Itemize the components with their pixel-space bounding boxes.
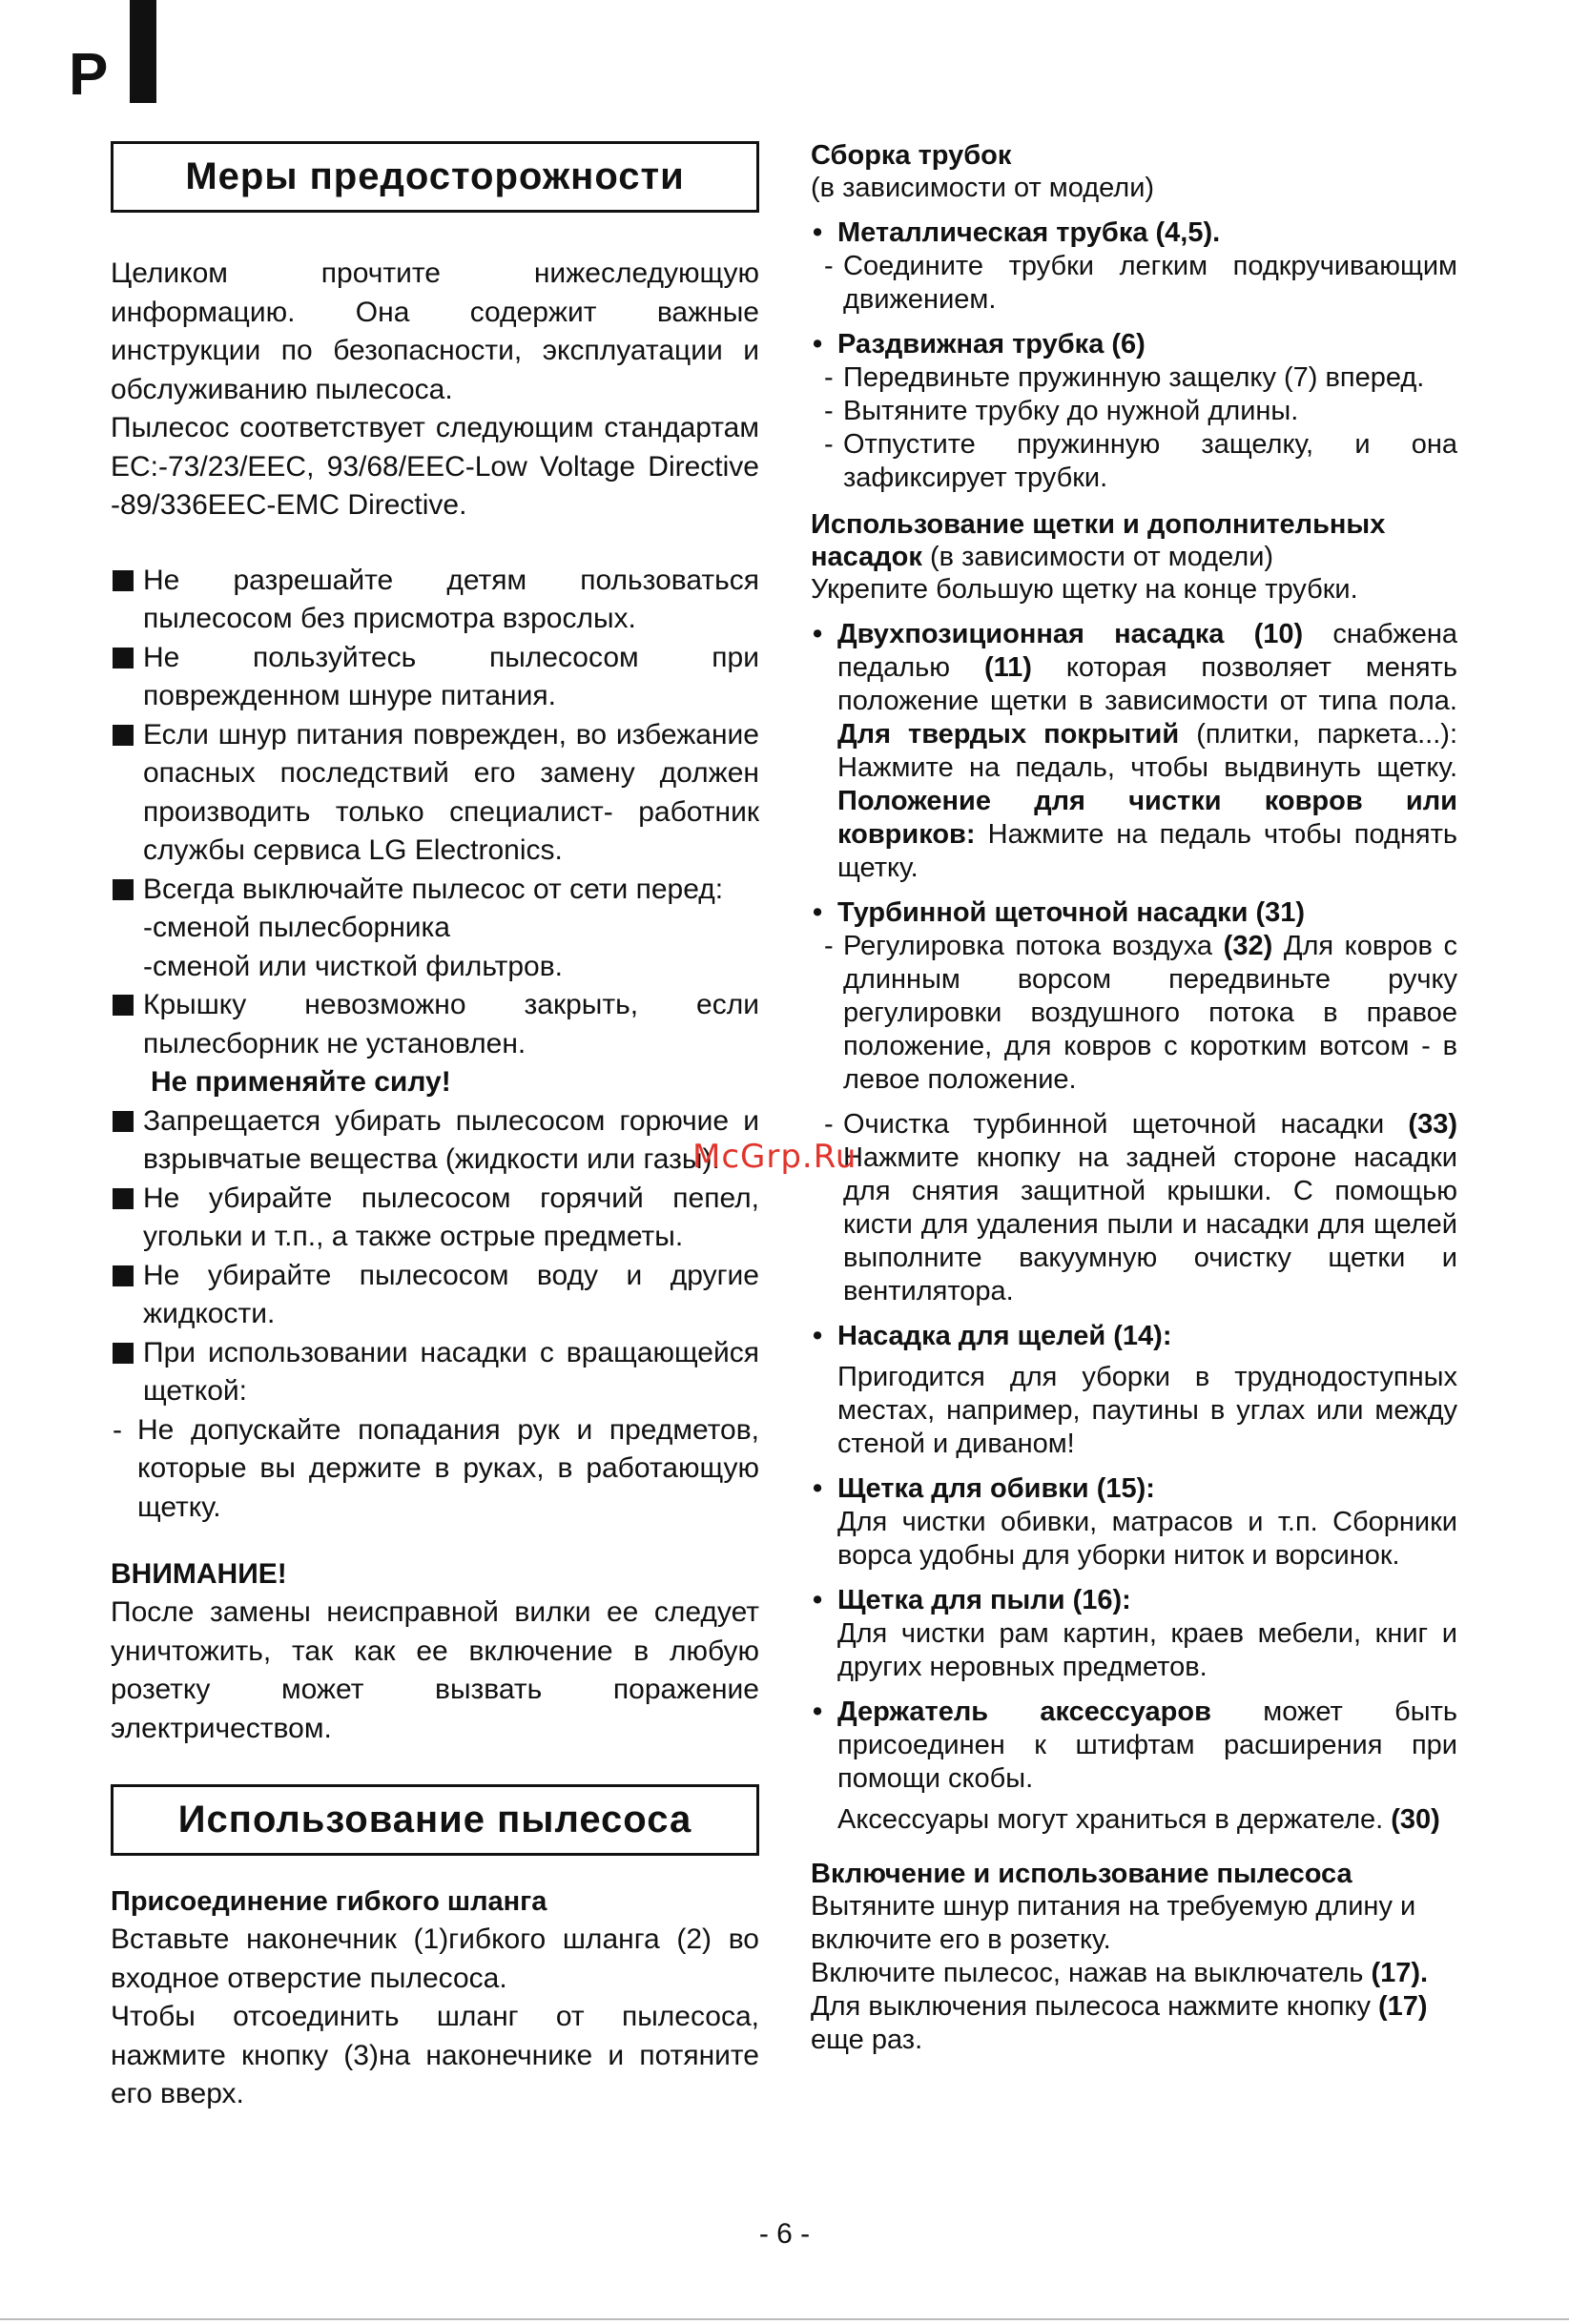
square-bullet-icon [113, 648, 134, 668]
hose-title: Присоединение гибкого шланга [111, 1886, 547, 1917]
metal-tube-item: • Металлическая трубка (4,5). [813, 217, 1221, 248]
telescopic-tube-item: • Раздвижная трубка (6) [813, 329, 1146, 360]
list-subline: -сменой пылесборника [143, 912, 450, 943]
list-subline: -сменой или чисткой фильтров. [143, 950, 563, 982]
crevice-item: • Насадка для щелей (14): [813, 1321, 1172, 1351]
upholstery-item: • Щетка для обивки (15): [813, 1473, 1155, 1504]
brush-hand-warning: - Не допускайте попадания рук и предметов, которые вы держите в руках, в работающую щетку. [113, 1413, 759, 1523]
list-item: Не убирайте пылесосом воду и другие жидкости. [111, 1257, 759, 1334]
list-item: При использовании насадки с вращающейся щеткой: [111, 1334, 759, 1411]
warnings-list [111, 562, 759, 1411]
twopos-item: • Двухпозиционная насадка (10) снабжена педалью (11) которая позволяет менять положение щетки в зависимости от типа пола. Для твердых покрытий (плитки, паркета...): Нажмите на педаль, чтобы выдвинуть щетку. Положение для чистки ковров или ковриков: Нажмите на педаль чтобы поднять щетку. [813, 619, 1458, 883]
list-item: Запрещается убирать пылесосом горючие и взрывчатые вещества (жидкости или газы). [111, 1102, 759, 1180]
tubes-title: Сборка трубок [811, 140, 1012, 171]
standards-paragraph: Пылесос соответствует следующим стандартам EC:-73/23/EEC, 93/68/EEC-Low Voltage Directive -89/336EEC-EMC Directive. [111, 412, 759, 521]
right-column [811, 139, 1457, 2057]
section-title-precautions: Меры предосторожности [111, 141, 759, 213]
metal-tube-text: - Соедините трубки легким подкручивающим движением. [824, 251, 1457, 315]
header-bar [130, 0, 156, 103]
upholstery-text: Для чистки обивки, матрасов и т.п. Сборники ворса удобны для уборки ниток и ворсинок. [837, 1507, 1457, 1571]
intro-paragraph: Целиком прочтите нижеследующую информацию. Она содержит важные инструкции по безопасности, эксплуатации и обслуживанию пылесоса. [111, 257, 759, 405]
caution-title: ВНИМАНИЕ! [111, 1558, 287, 1590]
hose-detach-text: Чтобы отсоединить шланг от пылесоса, нажмите кнопку (3)на наконечнике и потяните его вверх. [111, 2001, 759, 2109]
holder-storage-text: Аксессуары могут храниться в держателе. (30) [837, 1804, 1440, 1835]
telescopic-step: - Вытяните трубку до нужной длины. [824, 396, 1299, 426]
brush-title: Использование щетки и дополнительных насадок (в зависимости от модели) [811, 509, 1386, 572]
page-number: - 6 - [758, 2218, 811, 2250]
telescopic-step: - Отпустите пружинную защелку, и она зафиксирует трубки. [824, 429, 1457, 493]
square-bullet-icon [113, 725, 134, 746]
hose-text: Вставьте наконечник (1)гибкого шланга (2) во входное отверстие пылесоса. [111, 1923, 759, 1994]
list-item: Не пользуйтесь пылесосом при поврежденном шнуре питания. [111, 639, 759, 716]
square-bullet-icon [113, 1111, 134, 1132]
square-bullet-icon [113, 1343, 134, 1364]
list-item: Не разрешайте детям пользоваться пылесосом без присмотра взрослых. [111, 562, 759, 639]
section-title-usage: Использование пылесоса [111, 1784, 759, 1856]
left-column [111, 139, 759, 2114]
square-bullet-icon [113, 1188, 134, 1209]
no-force-warning: Не применяйте силу! [151, 1066, 451, 1098]
watermark: McGrp.Ru [692, 1138, 857, 1176]
telescopic-step: - Передвиньте пружинную защелку (7) вперед. [824, 362, 1425, 393]
square-bullet-icon [113, 995, 134, 1016]
holder-item: • Держатель аксессуаров может быть присоединен к штифтам расширения при помощи скобы. [813, 1697, 1457, 1794]
crevice-text: Пригодится для уборки в труднодоступных местах, например, паутины в углах или между стеной и диваном! [837, 1362, 1457, 1459]
square-bullet-icon [113, 570, 134, 591]
brush-text: Укрепите большую щетку на конце трубки. [811, 574, 1358, 605]
power-text: Вытяните шнур питания на требуемую длину и включите его в розетку. [811, 1891, 1416, 1955]
square-bullet-icon [113, 879, 134, 900]
power-switch-text: Включите пылесос, нажав на выключатель (17). Для выключения пылесоса нажмите кнопку (17) еще раз. [811, 1958, 1429, 2055]
turbo-item: • Турбинной щеточной насадки (31) [813, 897, 1306, 928]
bottom-rule [0, 2318, 1569, 2320]
caution-text: После замены неисправной вилки ее следует уничтожить, так как ее включение в любую розетку может вызвать поражение электричеством. [111, 1596, 759, 1744]
turbo-cleaning: - Очистка турбинной щеточной насадки (33) Нажмите кнопку на задней стороне насадки для снятия защитной крышки. С помощью кисти для удаления пыли и насадки для щелей выполните вакуумную очистку щетки и вентилятора. [824, 1109, 1457, 1306]
list-item: Всегда выключайте пылесос от сети перед: -сменой пылесборника -сменой или чисткой фильтров. [111, 871, 759, 987]
list-item: Если шнур питания поврежден, во избежание опасных последствий его замену должен производить только специалист- работник службы сервиса LG Electronics. [111, 716, 759, 871]
square-bullet-icon [113, 1265, 134, 1286]
dust-brush-item: • Щетка для пыли (16): [813, 1585, 1131, 1615]
language-marker: P [69, 42, 109, 108]
turbo-airflow: - Регулировка потока воздуха (32) Для ковров с длинным ворсом передвиньте ручку регулировки воздушного потока в правое положение, для ковров с коротким вотсом - в левое положение. [824, 931, 1457, 1095]
dust-brush-text: Для чистки рам картин, краев мебели, книг и других неровных предметов. [837, 1618, 1457, 1682]
list-item: Крышку невозможно закрыть, если пылесборник не установлен. Не применяйте силу! [111, 986, 759, 1102]
power-title: Включение и использование пылесоса [811, 1859, 1352, 1889]
tubes-note: (в зависимости от модели) [811, 173, 1155, 203]
list-item: Не убирайте пылесосом горячий пепел, угольки и т.п., а также острые предметы. [111, 1180, 759, 1257]
